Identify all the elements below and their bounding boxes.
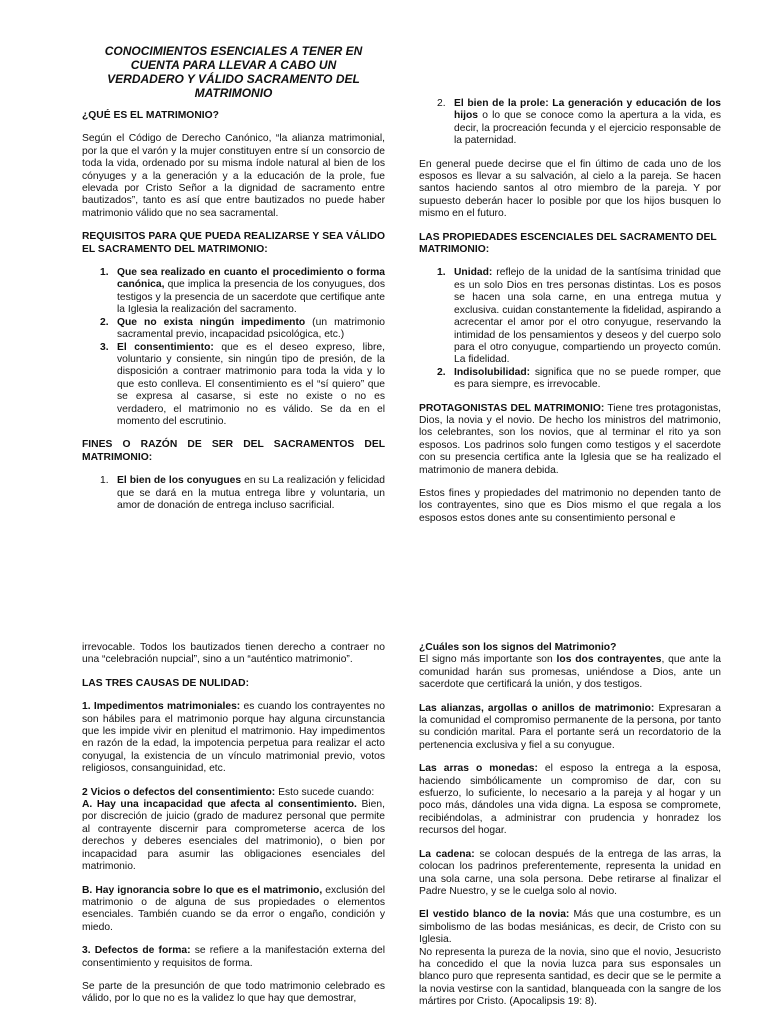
alianzas-text: Expresaran a la comunidad el compromiso permanente de la persona, por tanto su condición marital. Para el portante será un recordatorio de la pertenencia exclusiva y fiel a su conyugue.: [419, 702, 721, 751]
arras-heading: Las arras o monedas:: [419, 763, 538, 775]
paragraph-defectos-forma: [82, 945, 385, 970]
list-item-bold: Unidad:: [454, 267, 493, 279]
fines-list-continued: [419, 98, 721, 148]
list-item: [419, 367, 721, 392]
incapacidad-text: Bien, por discreción de juicio (grado de madurez personal que permite al contrayente discernir para comprometerse acerca de los derechos y deberes esenciales del matrimonio), o bien por incapacidad para asumir las obligaciones esenciales del matrimonio.: [82, 799, 385, 873]
list-item-text: que implica la presencia de los conyugues, dos testigos y la presencia de un sacerdote que certifique ante la Iglesia la realización del sacramento.: [117, 279, 385, 316]
paragraph-fines-propiedades: Estos fines y propiedades del matrimonio no dependen tanto de los contrayentes, sino que es Dios mismo el que regala a los esposos estos dones ante su consentimiento personal e: [419, 487, 721, 524]
list-item-bold: Que sea realizado en cuanto el procedimiento o forma canónica,: [117, 267, 385, 291]
list-item: [419, 98, 721, 148]
impedimentos-heading: 1. Impedimentos matrimoniales:: [82, 701, 241, 713]
list-item-bold: El bien de la prole: La generación y educación de los hijos: [454, 98, 721, 122]
document-title: CONOCIMIENTOS ESENCIALES A TENER EN CUENTA PARA LLEVAR A CABO UN VERDADERO Y VÁLIDO SACRAMENTO DEL MATRIMONIO: [104, 44, 363, 100]
heading-que-es: ¿QUÉ ES EL MATRIMONIO?: [82, 110, 219, 121]
paragraph-cadena: [419, 849, 721, 899]
list-item-text: (un matrimonio sacramental previo, incapacidad psicológica, etc.): [117, 316, 385, 341]
list-item-bold: Que no exista ningún impedimento: [117, 316, 306, 328]
list-item: [82, 475, 385, 512]
vicios-heading: 2 Vicios o defectos del consentimiento:: [82, 786, 276, 798]
paragraph-ignorancia: [82, 885, 385, 935]
protagonistas-heading: PROTAGONISTAS DEL MATRIMONIO:: [419, 402, 605, 414]
page1-left-column: [82, 44, 385, 512]
incapacidad-heading: A. Hay una incapacidad que afecta al consentimiento.: [82, 799, 357, 811]
defectos-forma-heading: 3. Defectos de forma:: [82, 945, 191, 957]
paragraph-fin-ultimo: En general puede decirse que el fin último de cada uno de los esposos es llevar a su salvación, al cielo a la pareja. Se hacen santos haciendo santos al otro miembro de la pareja. Y por supuesto deberán hacer lo posible por que los hijos busquen lo mismo en el futuro.: [419, 158, 721, 220]
paragraph-impedimentos: [82, 701, 385, 775]
paragraph-alianzas: [419, 703, 721, 753]
cadena-text: se colocan después de la entrega de las arras, la colocan los padrinos preferentemente, representa la unidad en una sola carne, una sola persona. Debe retirarse al finalizar el Padre Nuestro, y se le cuelga solo al novio.: [419, 848, 721, 897]
paragraph-protagonistas: [419, 403, 721, 477]
cadena-heading: La cadena:: [419, 848, 475, 860]
alianzas-heading: Las alianzas, argollas o anillos de matrimonio:: [419, 702, 655, 714]
list-number: 2.: [100, 316, 109, 328]
ignorancia-heading: B. Hay ignorancia sobre lo que es el matrimonio,: [82, 884, 323, 896]
list-item: [82, 342, 385, 429]
list-number: 2.: [437, 98, 446, 109]
signos-text-pre: El signo más importante son: [419, 654, 557, 666]
fines-list: [82, 475, 385, 512]
vestido-text: Más que una costumbre, es un simbolismo de las bodas mesiánicas, es decir, de Cristo con su Iglesia.: [419, 909, 721, 946]
heading-fines: FINES O RAZÓN DE SER DEL SACRAMENTOS DEL MATRIMONIO:: [82, 439, 385, 463]
page2-left-column: [82, 642, 385, 1006]
propiedades-list: [419, 267, 721, 391]
list-number: 1.: [437, 267, 446, 279]
list-number: 2.: [437, 366, 446, 378]
protagonistas-text: Tiene tres protagonistas, Dios, la novia y el novio. De hecho los ministros del matrimonio, los celebrantes, son los novios, que al terminar el rito ya son esposos. Los padrinos solo fungen como testigos y el sacerdote con su presencia certifica ante la Iglesia que se ha realizado el matrimonio de manera debida.: [419, 402, 721, 476]
list-item-text: en su La realización y felicidad que se dará en la mutua entrega libre y voluntaria, un amor de donación de entrega incluso sacrificial.: [117, 475, 385, 511]
list-item-bold: El bien de los conyugues: [117, 475, 242, 487]
paragraph-codigo-canonico: Según el Código de Derecho Canónico, “la alianza matrimonial, por la que el varón y la mujer constituyen entre sí un consorcio de toda la vida, ordenado por su misma índole natural al bien de los cónyuges y a la generación y a la educación de la prole, fue elevada por Cristo Señor a la dignidad de sacramento entre bautizados”, tanto es así que entre bautizados no puede haber matrimonio válido que no sea sacramental.: [82, 133, 385, 219]
page2-right-column: [419, 642, 721, 1009]
impedimentos-text: es cuando los contrayentes no son hábiles para el matrimonio porque hay alguna circunstancia que les impide vivir en plenitud el matrimonio. Hay impedimentos en razón de la edad, la impotencia perpetua para realizar el acto conyugal, la existencia de un vínculo matrimonial previo, votos religiosos, consanguinidad, etc.: [82, 701, 385, 775]
list-item: [82, 317, 385, 342]
paragraph-signos: [419, 654, 721, 691]
vestido-heading: El vestido blanco de la novia:: [419, 909, 570, 921]
paragraph-incapacidad: [82, 799, 385, 873]
list-item-bold: Indisolubilidad:: [454, 366, 531, 378]
heading-causas-nulidad: LAS TRES CAUSAS DE NULIDAD:: [82, 677, 250, 689]
requisitos-list: [82, 267, 385, 428]
paragraph-arras: [419, 763, 721, 837]
signos-text: , que ante la comunidad harán sus promesas, uniéndose a Dios, ante un sacerdote que certificará la unión, y dos testigos.: [419, 654, 721, 691]
list-item: [419, 267, 721, 366]
ignorancia-text: exclusión del matrimonio o de alguna de sus propiedades o elementos esenciales. También cuando se da error o engaño, condición y miedo.: [82, 884, 386, 933]
heading-propiedades: LAS PROPIEDADES ESCENCIALES DEL SACRAMENTO DEL MATRIMONIO:: [419, 231, 717, 256]
list-item-text: o lo que se conoce como la apertura a la vida, es decir, la procreación fecunda y el ejercicio responsable de la paternidad.: [454, 110, 721, 147]
heading-requisitos: REQUISITOS PARA QUE PUEDA REALIZARSE Y SEA VÁLIDO EL SACRAMENTO DEL MATRIMONIO:: [82, 231, 385, 255]
paragraph-vestido: [419, 909, 721, 946]
list-item-text: significa que no se puede romper, que es para siempre, es irrevocable.: [454, 366, 721, 391]
arras-text: el esposo la entrega a la esposa, haciendo simbólicamente un compromiso de dar, con su esfuerzo, lo suficiente, lo necesario a la pareja y al hogar y un poco más, dándoles una vida digna. La esposa se compromete, recibiéndolas, a administrar con prudencia y honradez los recursos del hogar.: [419, 763, 721, 837]
paragraph-pureza: No representa la pureza de la novia, sino que el novio, Jesucristo ha concedido el que la novia luzca para sus esponsales un blanco puro que representa santidad, es decir que se le permite a la novia vestirse con la santidad, blanqueada con la sangre de los mártires por Cristo. (Apocalipsis 19: 8).: [419, 946, 721, 1008]
signos-bold: los dos contrayentes: [556, 654, 662, 666]
vicios-text: Esto sucede cuando:: [275, 786, 375, 798]
list-item-bold: El consentimiento:: [117, 341, 214, 353]
list-number: 3.: [100, 341, 109, 353]
page1-right-column: [419, 98, 721, 525]
list-item-text: reflejo de la unidad de la santísima trinidad que es un solo Dios en tres personas distintas. Los es posos se hacen una sola carne, en una entrega mutua y exclusiva. cuidan constantemente la fidelidad, aspirando a acrecentar el amor por el otro conyugue, reservando la intimidad de los pensamientos y deseos y del cuerpo solo para el otro conyugue, compartiendo un proyecto común. La fidelidad.: [454, 267, 721, 366]
paragraph-irrevocable: irrevocable. Todos los bautizados tienen derecho a contraer no una “celebración nupcial”, sino a un “auténtico matrimonio”.: [82, 642, 385, 666]
paragraph-presuncion: Se parte de la presunción de que todo matrimonio celebrado es válido, por lo que no es la validez lo que hay que demostrar,: [82, 980, 385, 1005]
list-item-text: que es el deseo expreso, libre, voluntario y consiente, sin ningún tipo de presión, de la disposición a contraer matrimonio para toda la vida y lo que esto conlleva. El consentimiento es el “sí quiero” que se expresa al casarse, si este no existe o no es verdadero, el matrimonio no es válido. Se da en el momento del escrutinio.: [117, 341, 385, 427]
list-number: 1.: [100, 475, 109, 487]
paragraph-vicios: [82, 787, 385, 799]
list-item: [82, 267, 385, 317]
heading-signos: ¿Cuáles son los signos del Matrimonio?: [419, 642, 617, 653]
list-number: 1.: [100, 267, 109, 279]
defectos-forma-text: se refiere a la manifestación externa del consentimiento y requisitos de forma.: [82, 945, 385, 969]
